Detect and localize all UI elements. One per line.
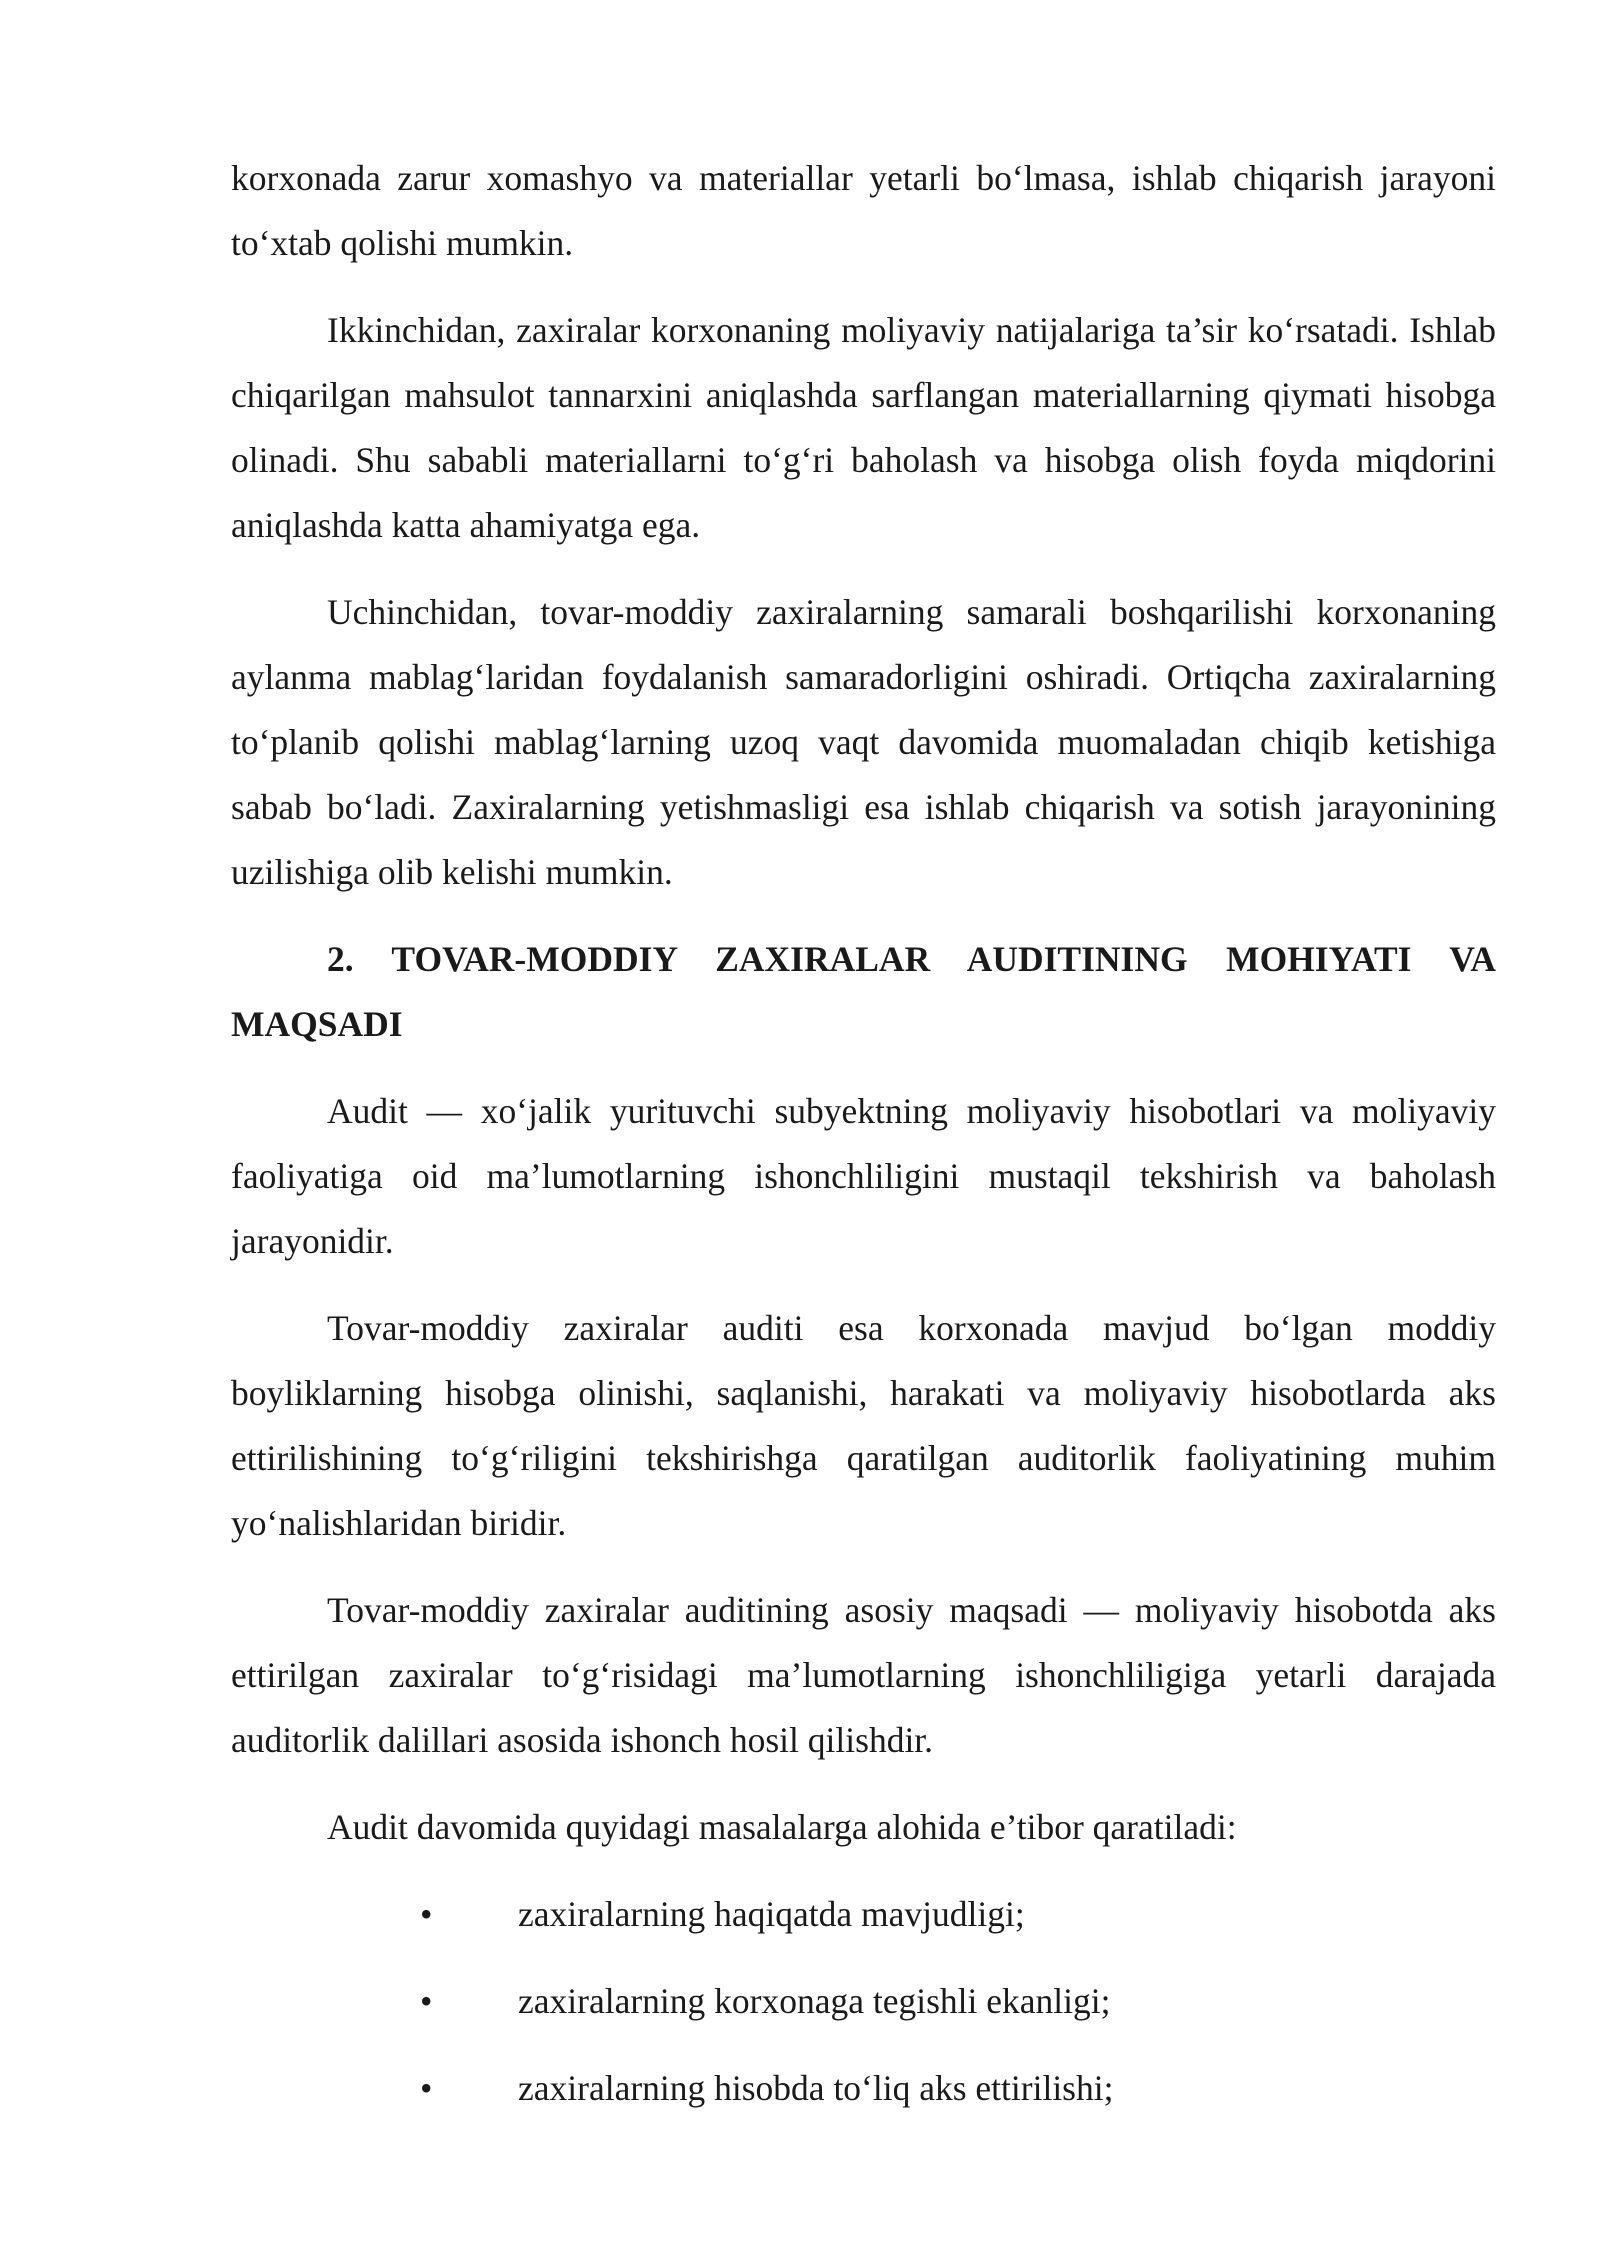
paragraph-audit-goal: Tovar-moddiy zaxiralar auditining asosiy maqsadi — moliyaviy hisobotda aks ettirilgan zaxiralar to‘g‘risidagi ma’lumotlarning ishonchliligiga yetarli darajada auditorlik dalillari asosida ishonch hosil qilishdir. xyxy=(231,1590,1496,1760)
paragraph-secondly: Ikkinchidan, zaxiralar korxonaning moliyaviy natijalariga ta’sir ko‘rsatadi. Ishlab chiqarilgan mahsulot tannarxini aniqlashda sarflangan materiallarning qiymati hisobga olinadi. Shu sababli materiallarni to‘g‘ri baholash va hisobga olish foyda miqdorini aniqlashda katta ahamiyatga ega. xyxy=(231,310,1496,545)
paragraph-continuation: korxonada zarur xomashyo va materiallar yetarli bo‘lmasa, ishlab chiqarish jarayoni to‘xtab qolishi mumkin. xyxy=(231,158,1496,263)
list-item-text: zaxiralarning hisobda to‘liq aks ettirilishi; xyxy=(518,2068,1114,2108)
list-item-text: zaxiralarning haqiqatda mavjudligi; xyxy=(518,1894,1025,1934)
paragraph-thirdly: Uchinchidan, tovar-moddiy zaxiralarning samarali boshqarilishi korxonaning aylanma mablag‘laridan foydalanish samaradorligini oshiradi. Ortiqcha zaxiralarning to‘planib qolishi mablag‘larning uzoq vaqt davomida muomaladan chiqib ketishiga sabab bo‘ladi. Zaxiralarning yetishmasligi esa ishlab chiqarish va sotish jarayonining uzilishiga olib kelishi mumkin. xyxy=(231,592,1496,892)
bullet-icon: • xyxy=(420,1894,433,1934)
bullet-list xyxy=(231,1882,1496,2121)
bullet-icon: • xyxy=(420,2068,433,2108)
list-item-text: zaxiralarning korxonaga tegishli ekanligi; xyxy=(518,1981,1111,2021)
section-heading: 2. TOVAR-MODDIY ZAXIRALAR AUDITINING MOHIYATI VA MAQSADI xyxy=(231,939,1496,1044)
list-item xyxy=(231,1969,1496,2034)
list-item xyxy=(231,2056,1496,2121)
document-page xyxy=(231,146,1496,2143)
paragraph-audit-definition: Audit — xo‘jalik yurituvchi subyektning moliyaviy hisobotlari va moliyaviy faoliyatiga oid ma’lumotlarning ishonchliligini mustaqil tekshirish va baholash jarayonidir. xyxy=(231,1091,1496,1261)
paragraph-inventory-audit: Tovar-moddiy zaxiralar auditi esa korxonada mavjud bo‘lgan moddiy boyliklarning hisobga olinishi, saqlanishi, harakati va moliyaviy hisobotlarda aks ettirilishining to‘g‘riligini tekshirishga qaratilgan auditorlik faoliyatining muhim yo‘nalishlaridan biridir. xyxy=(231,1308,1496,1543)
list-item xyxy=(231,1882,1496,1947)
bullet-icon: • xyxy=(420,1981,433,2021)
paragraph-audit-focus: Audit davomida quyidagi masalalarga alohida e’tibor qaratiladi: xyxy=(327,1807,1237,1847)
